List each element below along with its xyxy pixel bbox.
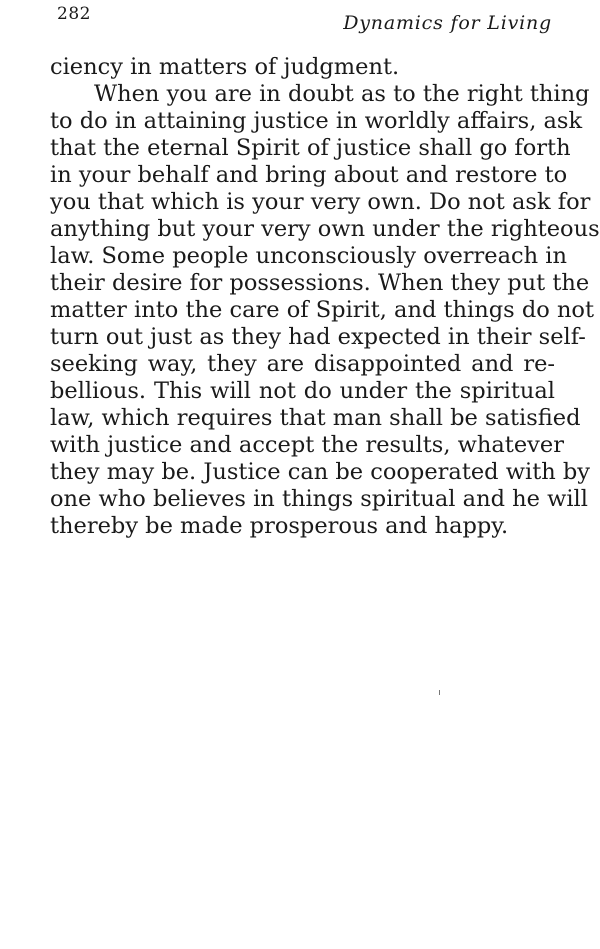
body-text [50, 54, 600, 540]
text-line: they may be. Justice can be cooperated with by [50, 459, 590, 485]
text-line: matter into the care of Spirit, and things do not [50, 297, 595, 323]
text-line: one who believes in things spiritual and he will [50, 486, 588, 512]
text-line: seeking way, they are disappointed and re- [50, 351, 555, 377]
text-line: their desire for possessions. When they put the [50, 270, 590, 296]
text-line: with justice and accept the results, whatever [50, 432, 564, 458]
text-line: bellious. This will not do under the spiritual [50, 378, 555, 404]
text-line: in your behalf and bring about and restore to [50, 162, 568, 188]
text-line: ciency in matters of judgment. [50, 54, 400, 80]
text-line: turn out just as they had expected in their self- [50, 324, 586, 350]
text-line: anything but your very own under the righteous [50, 216, 600, 242]
print-speck [439, 690, 440, 695]
page-number: 282 [57, 4, 91, 24]
running-title: Dynamics for Living [343, 12, 552, 34]
text-line: you that which is your very own. Do not ask for [50, 189, 591, 215]
text-line: When you are in doubt as to the right thing [94, 81, 590, 107]
text-line: law. Some people unconsciously overreach in [50, 243, 567, 269]
text-line: thereby be made prosperous and happy. [50, 513, 509, 539]
text-line: law, which requires that man shall be satisfied [50, 405, 581, 431]
text-line: that the eternal Spirit of justice shall go forth [50, 135, 571, 161]
text-line: to do in attaining justice in worldly affairs, ask [50, 108, 583, 134]
